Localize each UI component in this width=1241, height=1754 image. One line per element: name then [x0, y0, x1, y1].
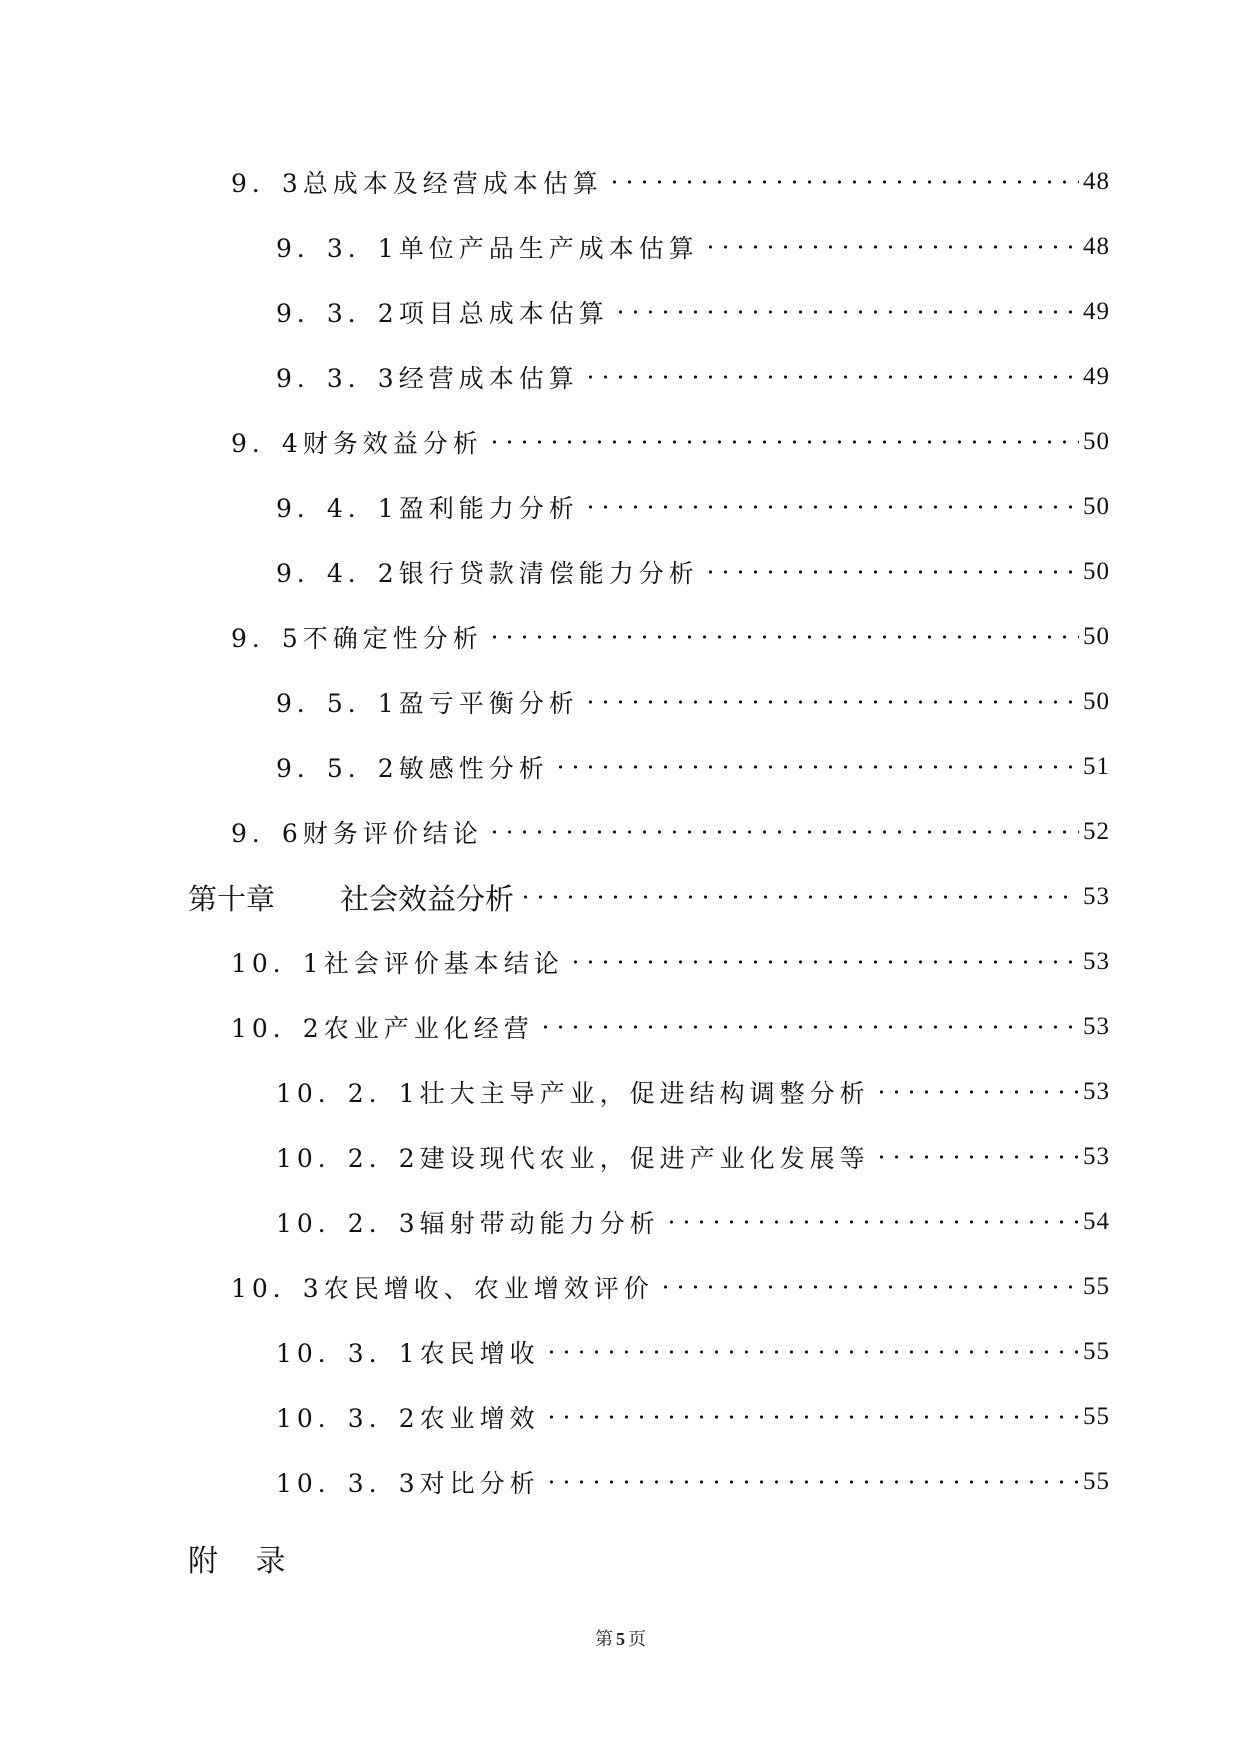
toc-entry[interactable] — [276, 1137, 1110, 1177]
toc-page-number: 50 — [1083, 688, 1110, 715]
toc-entry[interactable] — [231, 422, 1110, 462]
toc-entry[interactable] — [231, 1007, 1110, 1047]
dot-leader — [538, 1007, 1079, 1047]
dot-leader — [583, 357, 1079, 397]
page-number: 5 — [616, 1629, 625, 1649]
toc-entry-label: 10．3．2农业增效 — [276, 1404, 540, 1433]
toc-entry[interactable] — [276, 1332, 1110, 1372]
toc-page-number: 48 — [1083, 233, 1110, 260]
dot-leader — [703, 227, 1079, 267]
dot-leader — [613, 292, 1079, 332]
dot-leader — [664, 1202, 1079, 1242]
toc-entry-label: 9．5不确定性分析 — [231, 624, 483, 653]
toc-entry-label: 9．4财务效益分析 — [231, 429, 483, 458]
toc-page-number: 53 — [1083, 1143, 1110, 1170]
toc-page-number: 50 — [1083, 623, 1110, 650]
toc-page-number: 53 — [1083, 883, 1110, 910]
dot-leader — [658, 1267, 1079, 1307]
toc-entry-label: 10．2．3辐射带动能力分析 — [276, 1209, 660, 1238]
toc-entry-label: 社会效益分析 — [340, 881, 515, 916]
toc-entry[interactable] — [276, 747, 1110, 787]
toc-entry-label: 9．3．2项目总成本估算 — [276, 299, 609, 328]
dot-leader — [607, 162, 1079, 202]
toc-entry-label: 9．6财务评价结论 — [231, 819, 483, 848]
toc-entry[interactable] — [276, 357, 1110, 397]
toc-entry[interactable] — [276, 682, 1110, 722]
toc-entry[interactable] — [276, 227, 1110, 267]
toc-chapter-entry[interactable] — [188, 877, 1110, 917]
toc-page-number: 55 — [1083, 1338, 1110, 1365]
toc-entry[interactable] — [276, 487, 1110, 527]
toc-entry-label: 10．3农民增收、农业增效评价 — [231, 1274, 654, 1303]
toc-page-number: 50 — [1083, 428, 1110, 455]
toc-entry[interactable] — [276, 1202, 1110, 1242]
toc-entry[interactable] — [231, 162, 1110, 202]
chapter-number: 第十章 — [188, 881, 276, 916]
toc-entry-label: 10．2．1壮大主导产业，促进结构调整分析 — [276, 1079, 870, 1108]
dot-leader — [703, 552, 1079, 592]
toc-page-number: 53 — [1083, 1078, 1110, 1105]
toc-entry[interactable] — [231, 942, 1110, 982]
dot-leader — [568, 942, 1079, 982]
dot-leader — [874, 1072, 1079, 1112]
footer-suffix: 页 — [628, 1629, 646, 1649]
toc-entry-label: 10．2．2建设现代农业，促进产业化发展等 — [276, 1144, 870, 1173]
toc-page-number: 48 — [1083, 168, 1110, 195]
toc-page-number: 51 — [1083, 753, 1110, 780]
toc-page-number: 53 — [1083, 948, 1110, 975]
toc-entry-label: 10．2农业产业化经营 — [231, 1014, 534, 1043]
toc-entry[interactable] — [276, 552, 1110, 592]
toc-entry-label: 9．4．2银行贷款清偿能力分析 — [276, 559, 699, 588]
toc-page-number: 49 — [1083, 363, 1110, 390]
dot-leader — [583, 487, 1079, 527]
toc-entry[interactable] — [231, 812, 1110, 852]
toc-entry[interactable] — [276, 1462, 1110, 1502]
toc-page-number: 54 — [1083, 1208, 1110, 1235]
toc-entry[interactable] — [276, 1072, 1110, 1112]
toc-page-number: 50 — [1083, 558, 1110, 585]
page-footer — [0, 1625, 1241, 1651]
dot-leader — [874, 1137, 1079, 1177]
toc-page-number: 50 — [1083, 493, 1110, 520]
toc-entry[interactable] — [276, 1397, 1110, 1437]
dot-leader — [487, 617, 1079, 657]
toc-entry-label: 10．1社会评价基本结论 — [231, 949, 564, 978]
dot-leader — [518, 877, 1079, 917]
toc-entry-label: 10．3．1农民增收 — [276, 1339, 540, 1368]
dot-leader — [553, 747, 1079, 787]
toc-entry-label: 9．3总成本及经营成本估算 — [231, 169, 603, 198]
toc-entry-label: 9．4．1盈利能力分析 — [276, 494, 579, 523]
toc-page-number: 55 — [1083, 1273, 1110, 1300]
toc-entry[interactable] — [231, 1267, 1110, 1307]
dot-leader — [583, 682, 1079, 722]
toc-entry[interactable] — [276, 292, 1110, 332]
toc-page-number: 49 — [1083, 298, 1110, 325]
footer-prefix: 第 — [595, 1629, 613, 1649]
toc-entry-label: 10．3．3对比分析 — [276, 1469, 540, 1498]
toc-page-number: 55 — [1083, 1403, 1110, 1430]
dot-leader — [487, 422, 1079, 462]
dot-leader — [544, 1332, 1079, 1372]
toc-page-number: 52 — [1083, 818, 1110, 845]
toc-entry-label: 9．5．1盈亏平衡分析 — [276, 689, 579, 718]
dot-leader — [544, 1397, 1079, 1437]
toc-page-number: 55 — [1083, 1468, 1110, 1495]
toc-entry-label: 9．3．3经营成本估算 — [276, 364, 579, 393]
toc-entry[interactable] — [231, 617, 1110, 657]
toc-entry-label: 9．3．1单位产品生产成本估算 — [276, 234, 699, 263]
toc-entry-label: 9．5．2敏感性分析 — [276, 754, 549, 783]
toc-page-number: 53 — [1083, 1013, 1110, 1040]
dot-leader — [487, 812, 1079, 852]
appendix-heading: 附 录 — [188, 1544, 300, 1579]
dot-leader — [544, 1462, 1079, 1502]
